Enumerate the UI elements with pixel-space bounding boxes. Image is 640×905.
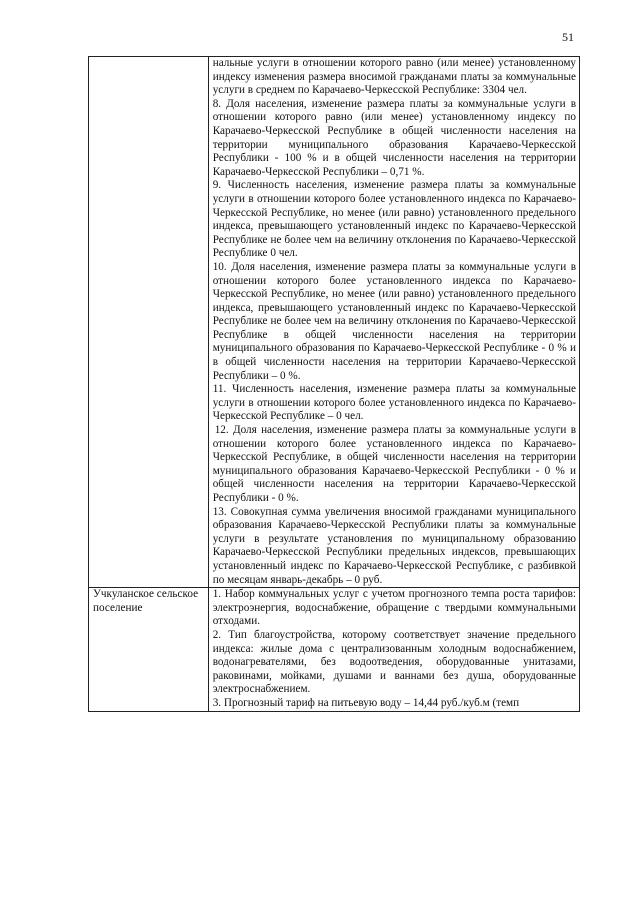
settlement-indicators-table bbox=[88, 56, 580, 712]
table-row bbox=[89, 57, 580, 588]
indicators-cell bbox=[208, 57, 579, 588]
indicator-paragraph-2: 2. Тип благоустройства, которому соответствует значение предельного индекса: жилые дома с централизованным холодным водоснабжением, водонагревателями, без водоотведения, оборудованные унитазами, раковинами, мойками, душами и ваннами без душа, оборудованные электроснабжением. bbox=[212, 628, 576, 696]
indicator-paragraph-9: 9. Численность населения, изменение размера платы за коммунальные услуги в отношении которого более установленного индекса по Карачаево-Черкесской Республике, но менее (или равно) установленного предельного индекса, превышающего установленный индекс по Карачаево-Черкесской Республике не более чем на величину отклонения по Карачаево-Черкесской Республике 0 чел. bbox=[212, 179, 576, 260]
page-number: 51 bbox=[562, 30, 574, 44]
indicator-paragraph-10: 10. Доля населения, изменение размера платы за коммунальные услуги в отношении которого более установленного индекса по Карачаево-Черкесской Республике, но менее (или равно) установленного предельного индекса, превышающего установленный индекс по Карачаево-Черкесской Республике не более чем на величину отклонения по Карачаево-Черкесской Республике в общей численности населения на территории муниципального образования по Карачаево-Черкесской Республике - 0 % и в общей численности населения на территории Карачаево-Черкесской Республики – 0 %. bbox=[212, 260, 576, 382]
indicator-paragraph-8: 8. Доля населения, изменение размера платы за коммунальные услуги в отношении которого равно (или менее) установленному индексу по Карачаево-Черкесской Республике в общей численности населения на территории муниципального образования Карачаево-Черкесской Республики - 100 % и в общей численности населения на территории Карачаево-Черкесской Республики – 0,71 %. bbox=[212, 97, 576, 178]
indicator-paragraph-13: 13. Совокупная сумма увеличения вносимой гражданами муниципального образования Карачаево-Черкесской Республики платы за коммунальные услуги в результате установления по муниципальному образованию Карачаево-Черкесской Республики предельных индексов, превышающих установленный индекс по Карачаево-Черкесской Республике, с разбивкой по месяцам январь-декабрь – 0 руб. bbox=[212, 505, 576, 586]
indicator-paragraph-3: 3. Прогнозный тариф на питьевую воду – 14,44 руб./куб.м (темп bbox=[212, 696, 520, 709]
settlement-name: Учкуланское сельское поселение bbox=[93, 588, 199, 614]
indicator-paragraph-7-continued: нальные услуги в отношении которого равно (или менее) установленному индексу изменения размера вносимой гражданами платы за коммунальные услуги в среднем по Карачаево-Черкесской Республике: 3304 чел. bbox=[212, 57, 576, 97]
settlement-name-cell bbox=[89, 57, 209, 588]
indicator-paragraph-12: 12. Доля населения, изменение размера платы за коммунальные услуги в отношении которого более установленного индекса по Карачаево-Черкесской Республике, в общей численности населения на территории муниципального образования Карачаево-Черкесской Республики - 0 % и общей численности населения на территории Карачаево-Черкесской Республики - 0 %. bbox=[212, 424, 576, 504]
indicator-paragraph-1: 1. Набор коммунальных услуг с учетом прогнозного темпа роста тарифов: электроэнергия, водоснабжение, обращение с твердыми коммунальными отходами. bbox=[212, 588, 576, 628]
settlement-name-cell bbox=[89, 588, 209, 711]
indicators-cell bbox=[208, 588, 579, 711]
table-row bbox=[89, 588, 580, 711]
indicator-paragraph-11: 11. Численность населения, изменение размера платы за коммунальные услуги в отношении которого более установленного индекса по Карачаево-Черкесской Республике – 0 чел. bbox=[212, 383, 576, 423]
